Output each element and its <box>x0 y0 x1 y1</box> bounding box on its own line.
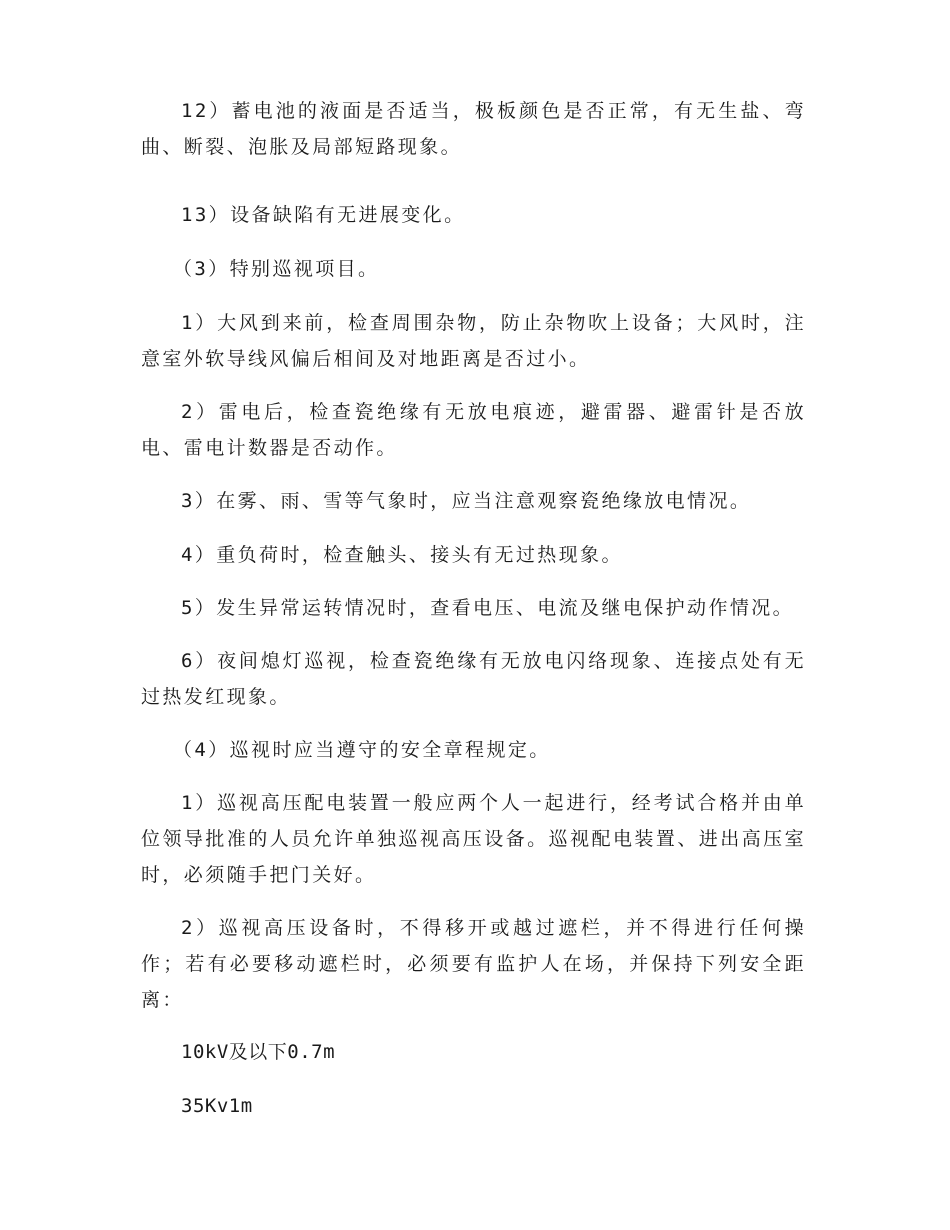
paragraph-equipment-defects: 13）设备缺陷有无进展变化。 <box>181 204 466 226</box>
paragraph-two-person-rule: 1）巡视高压配电装置一般应两个人一起进行，经考试合格并由单位领导批准的人员允许单独巡视高压设备。巡视配电装置、进出高压室时，必须随手把门关好。 <box>141 792 806 886</box>
safety-distance-35kv: 35Kv1m <box>181 1095 253 1117</box>
safety-distance-10kv: 10kV及以下0.7m <box>181 1041 336 1063</box>
heading-safety-rules: （4）巡视时应当遵守的安全章程规定。 <box>173 739 551 761</box>
paragraph-abnormal-operation: 5）发生异常运转情况时，查看电压、电流及继电保护动作情况。 <box>181 597 795 619</box>
paragraph-heavy-load: 4）重负荷时，检查触头、接头有无过热现象。 <box>181 544 623 566</box>
paragraph-barrier-rule: 2）巡视高压设备时，不得移开或越过遮栏，并不得进行任何操作；若有必要移动遮栏时，必须要有监护人在场，并保持下列安全距离： <box>141 917 806 1011</box>
paragraph-fog-rain-snow: 3）在雾、雨、雪等气象时，应当注意观察瓷绝缘放电情况。 <box>181 490 752 512</box>
paragraph-night-inspection: 6）夜间熄灯巡视，检查瓷绝缘有无放电闪络现象、连接点处有无过热发红现象。 <box>141 650 806 708</box>
heading-special-inspection: （3）特别巡视项目。 <box>173 258 380 280</box>
paragraph-after-thunder: 2）雷电后，检查瓷绝缘有无放电痕迹，避雷器、避雷针是否放电、雷电计数器是否动作。 <box>141 401 806 459</box>
paragraph-battery-inspection: 12）蓄电池的液面是否适当，极板颜色是否正常，有无生盐、弯曲、断裂、泡胀及局部短路现象。 <box>141 100 806 158</box>
paragraph-strong-wind: 1）大风到来前，检查周围杂物，防止杂物吹上设备；大风时，注意室外软导线风偏后相间及对地距离是否过小。 <box>141 312 806 370</box>
